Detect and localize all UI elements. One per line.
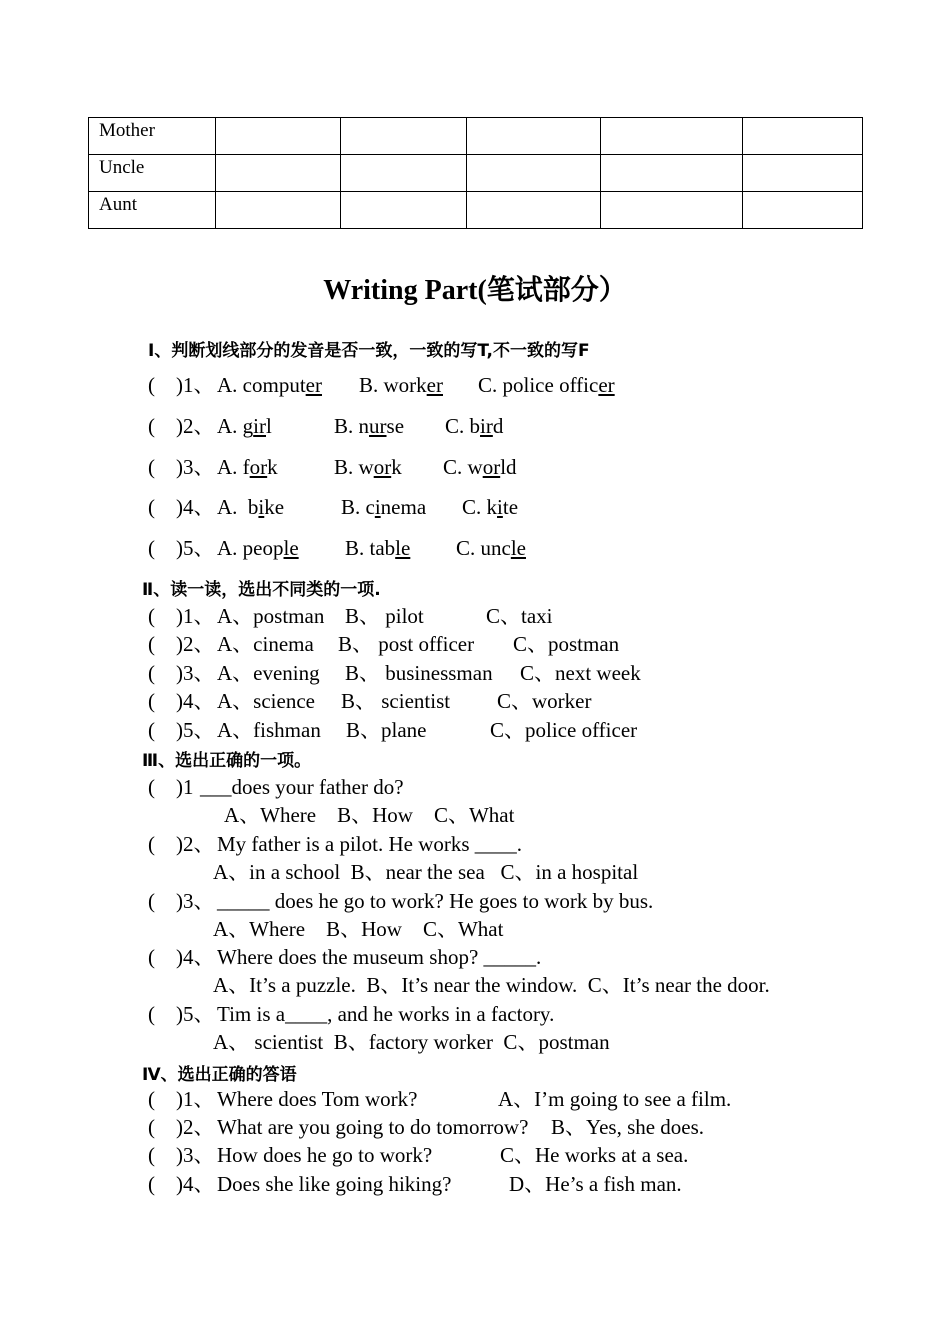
option-text: C. k (462, 495, 498, 519)
answer-blank: ___ (200, 775, 232, 799)
question-text-start: My father is a pilot. He works (217, 832, 475, 856)
option-b: B、plane (346, 718, 427, 742)
option-b (341, 494, 426, 520)
question-number: ( )5、 (148, 536, 215, 560)
table-cell (743, 192, 863, 229)
section-4-heading: Ⅳ、选出正确的答语 (142, 1065, 297, 1085)
answer-options: A、Where B、How C、What (224, 803, 515, 827)
option-text: te (502, 495, 519, 519)
option-text: B. c (341, 495, 375, 519)
option-a (217, 413, 272, 439)
option-c (443, 454, 517, 480)
answer-choice: A、I’m going to see a film. (498, 1087, 732, 1111)
question-number: ( )4、 (148, 945, 215, 969)
option-text: C. b (445, 414, 481, 438)
answer-blank: ____. (474, 832, 523, 856)
underlined-letters: er (598, 373, 615, 397)
row-label: Aunt (89, 192, 216, 229)
option-text: A. f (217, 455, 250, 479)
table-cell (341, 192, 467, 229)
option-text: se (386, 414, 405, 438)
question-text-end: does your father do? (231, 775, 404, 799)
table-cell (467, 192, 601, 229)
option-text: B. work (359, 373, 427, 397)
table-cell (341, 155, 467, 192)
option-text: k (391, 455, 402, 479)
option-a (217, 372, 322, 398)
underlined-letters: er (426, 373, 443, 397)
table-cell (601, 118, 743, 155)
question-text-end: does he go to work? He goes to work by bus. (269, 889, 654, 913)
question-number: ( )3、 (148, 889, 215, 913)
option-text: A. comput (217, 373, 306, 397)
option-text: ld (500, 455, 517, 479)
option-text: l (266, 414, 272, 438)
question-text (217, 888, 653, 914)
row-label: Uncle (89, 155, 216, 192)
answer-options: A、in a school B、near the sea C、in a hospital (213, 860, 639, 884)
section-2-heading: Ⅱ、读一读，选出不同类的一项. (142, 580, 381, 600)
option-c: C、taxi (486, 604, 553, 628)
option-b (359, 372, 443, 398)
option-text: A. peop (217, 536, 284, 560)
question-number: ( )2、 (148, 832, 215, 856)
table-cell (467, 155, 601, 192)
answer-choice: C、He works at a sea. (500, 1143, 689, 1167)
option-c: C、postman (513, 632, 620, 656)
option-text: A. g (217, 414, 254, 438)
option-text: B. n (334, 414, 370, 438)
table-body (89, 118, 863, 229)
option-a: A、cinema (217, 632, 314, 656)
option-a: A、evening (217, 661, 320, 685)
underlined-letters: i (497, 495, 503, 519)
underlined-letters: ur (369, 414, 387, 438)
option-c (456, 535, 526, 561)
option-a (217, 494, 284, 520)
option-text: ke (264, 495, 285, 519)
option-text: A. b (217, 495, 259, 519)
question-number: ( )2、 (148, 632, 215, 656)
question-text: Does she like going hiking? (217, 1172, 452, 1196)
option-text: d (492, 414, 504, 438)
question-text: What are you going to do tomorrow? (217, 1115, 529, 1139)
section-3-heading: Ⅲ、选出正确的一项。 (142, 751, 312, 771)
option-text: B. w (334, 455, 374, 479)
table-cell (743, 118, 863, 155)
option-text: C. police offic (478, 373, 599, 397)
question-number: ( )4、 (148, 495, 215, 519)
question-text (200, 774, 404, 800)
option-c (478, 372, 615, 398)
question-number: ( )1、 (148, 373, 215, 397)
option-c: C、next week (520, 661, 641, 685)
question-number: ( )2、 (148, 414, 215, 438)
underlined-letters: er (305, 373, 322, 397)
option-b: B、 businessman (345, 661, 493, 685)
table-row (89, 155, 863, 192)
option-c: C、worker (497, 689, 592, 713)
family-job-table (88, 117, 863, 229)
question-text-end: , and he works in a factory. (327, 1002, 555, 1026)
answer-blank: _____. (483, 945, 542, 969)
question-text (217, 1001, 554, 1027)
underlined-letters: le (395, 536, 411, 560)
option-a: A、science (217, 689, 315, 713)
option-text: C. w (443, 455, 483, 479)
table-row (89, 118, 863, 155)
question-text-start: Where does the museum shop? (217, 945, 484, 969)
option-b: B、 scientist (341, 689, 451, 713)
option-b (334, 454, 402, 480)
answer-options: A、 scientist B、factory worker C、postman (213, 1030, 610, 1054)
table-cell (601, 155, 743, 192)
question-number: ( )1 (148, 775, 199, 799)
table-cell (216, 192, 341, 229)
underlined-letters: le (283, 536, 299, 560)
underlined-letters: i (374, 495, 381, 519)
section-1-heading: Ⅰ、判断划线部分的发音是否一致，一致的写T,不一致的写F (148, 341, 590, 361)
option-b: B、 post officer (338, 632, 475, 656)
question-number: ( )5、 (148, 1002, 215, 1026)
underlined-letters: ir (253, 414, 266, 438)
question-text: Where does Tom work? (217, 1087, 418, 1111)
answer-options: A、It’s a puzzle. B、It’s near the window. C、It’s near the door. (213, 973, 770, 997)
option-b (345, 535, 410, 561)
option-c: C、police officer (490, 718, 638, 742)
option-a: A、postman (217, 604, 325, 628)
option-text: nema (380, 495, 427, 519)
row-label: Mother (89, 118, 216, 155)
option-b (334, 413, 404, 439)
option-b: B、 pilot (345, 604, 424, 628)
table-cell (601, 192, 743, 229)
page-title: Writing Part(笔试部分） (323, 275, 627, 306)
underlined-letters: le (510, 536, 526, 560)
question-number: ( )2、 (148, 1115, 215, 1139)
option-a: A、fishman (217, 718, 321, 742)
table-cell (216, 118, 341, 155)
answer-choice: D、He’s a fish man. (509, 1172, 682, 1196)
option-c (445, 413, 503, 439)
question-text: How does he go to work? (217, 1143, 433, 1167)
option-a (217, 535, 299, 561)
question-number: ( )1、 (148, 604, 215, 628)
option-c (462, 494, 518, 520)
question-number: ( )3、 (148, 661, 215, 685)
underlined-letters: ir (480, 414, 493, 438)
question-number: ( )1、 (148, 1087, 215, 1111)
question-text (217, 944, 541, 970)
question-number: ( )5、 (148, 718, 215, 742)
question-number: ( )3、 (148, 455, 215, 479)
underlined-letters: or (249, 455, 268, 479)
option-text: B. tab (345, 536, 396, 560)
underlined-letters: or (482, 455, 501, 479)
table-cell (467, 118, 601, 155)
question-text (217, 831, 522, 857)
option-text: C. unc (456, 536, 511, 560)
table-cell (743, 155, 863, 192)
answer-choice: B、Yes, she does. (551, 1115, 705, 1139)
question-number: ( )4、 (148, 1172, 215, 1196)
question-text-start: Tim is a (217, 1002, 286, 1026)
table-cell (216, 155, 341, 192)
table-cell (341, 118, 467, 155)
option-text: k (267, 455, 278, 479)
table-row (89, 192, 863, 229)
option-a (217, 454, 278, 480)
underlined-letters: or (373, 455, 392, 479)
underlined-letters: i (258, 495, 265, 519)
answer-blank: _____ (217, 889, 270, 913)
answer-options: A、Where B、How C、What (213, 917, 504, 941)
answer-blank: ____ (285, 1002, 328, 1026)
question-number: ( )4、 (148, 689, 215, 713)
question-number: ( )3、 (148, 1143, 215, 1167)
